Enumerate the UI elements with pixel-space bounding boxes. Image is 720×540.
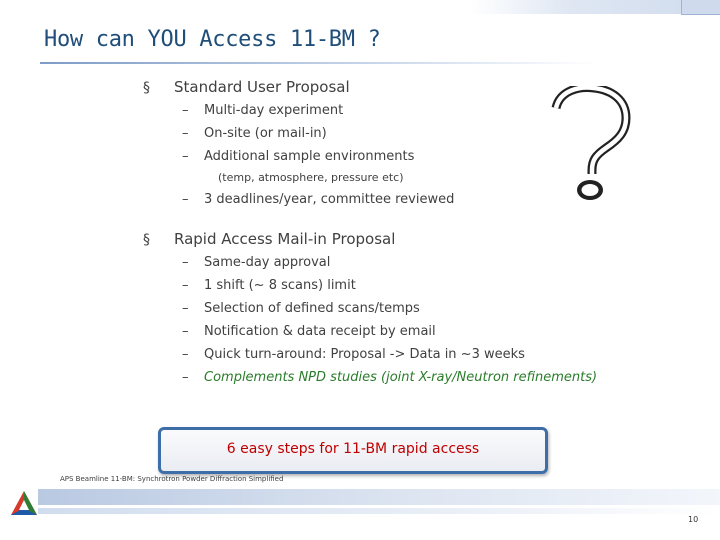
section-heading-rapid: Rapid Access Mail-in Proposal (174, 230, 396, 248)
dash-marker: – (182, 192, 189, 207)
footer-text: APS Beamline 11-BM: Synchrotron Powder Diffraction Simplified (60, 475, 284, 483)
list-item: Notification & data receipt by email (204, 324, 436, 339)
list-item: Quick turn-around: Proposal -> Data in ~3 weeks (204, 347, 525, 362)
dash-marker: – (182, 103, 189, 118)
header-corner-tab (681, 0, 720, 15)
callout-label: 6 easy steps for 11-BM rapid access (226, 440, 480, 457)
title-divider (40, 62, 600, 64)
list-item: Multi-day experiment (204, 103, 344, 118)
rapid-access-steps-button[interactable] (158, 427, 548, 474)
list-item: Selection of defined scans/temps (204, 301, 420, 316)
list-item: Additional sample environments (204, 149, 415, 164)
question-mark-icon (548, 86, 638, 206)
list-item: On-site (or mail-in) (204, 126, 327, 141)
list-item-highlight: Complements NPD studies (joint X-ray/Neutron refinements) (204, 370, 598, 385)
footer-band-secondary (38, 508, 720, 514)
bullet-marker: § (143, 80, 150, 96)
dash-marker: – (182, 370, 189, 385)
list-item: 1 shift (~ 8 scans) limit (204, 278, 356, 293)
list-item: Same-day approval (204, 255, 331, 270)
footer-band (38, 489, 720, 505)
section-heading-standard: Standard User Proposal (174, 78, 350, 96)
dash-marker: – (182, 278, 189, 293)
aps-logo-icon (8, 488, 40, 520)
sub-note: (temp, atmosphere, pressure etc) (218, 171, 404, 184)
dash-marker: – (182, 347, 189, 362)
slide-title: How can YOU Access 11-BM ? (44, 27, 381, 52)
list-item: 3 deadlines/year, committee reviewed (204, 192, 455, 207)
dash-marker: – (182, 149, 189, 164)
page-number: 10 (688, 515, 699, 524)
dash-marker: – (182, 324, 189, 339)
dash-marker: – (182, 126, 189, 141)
dash-marker: – (182, 301, 189, 316)
bullet-marker: § (143, 232, 150, 248)
dash-marker: – (182, 255, 189, 270)
